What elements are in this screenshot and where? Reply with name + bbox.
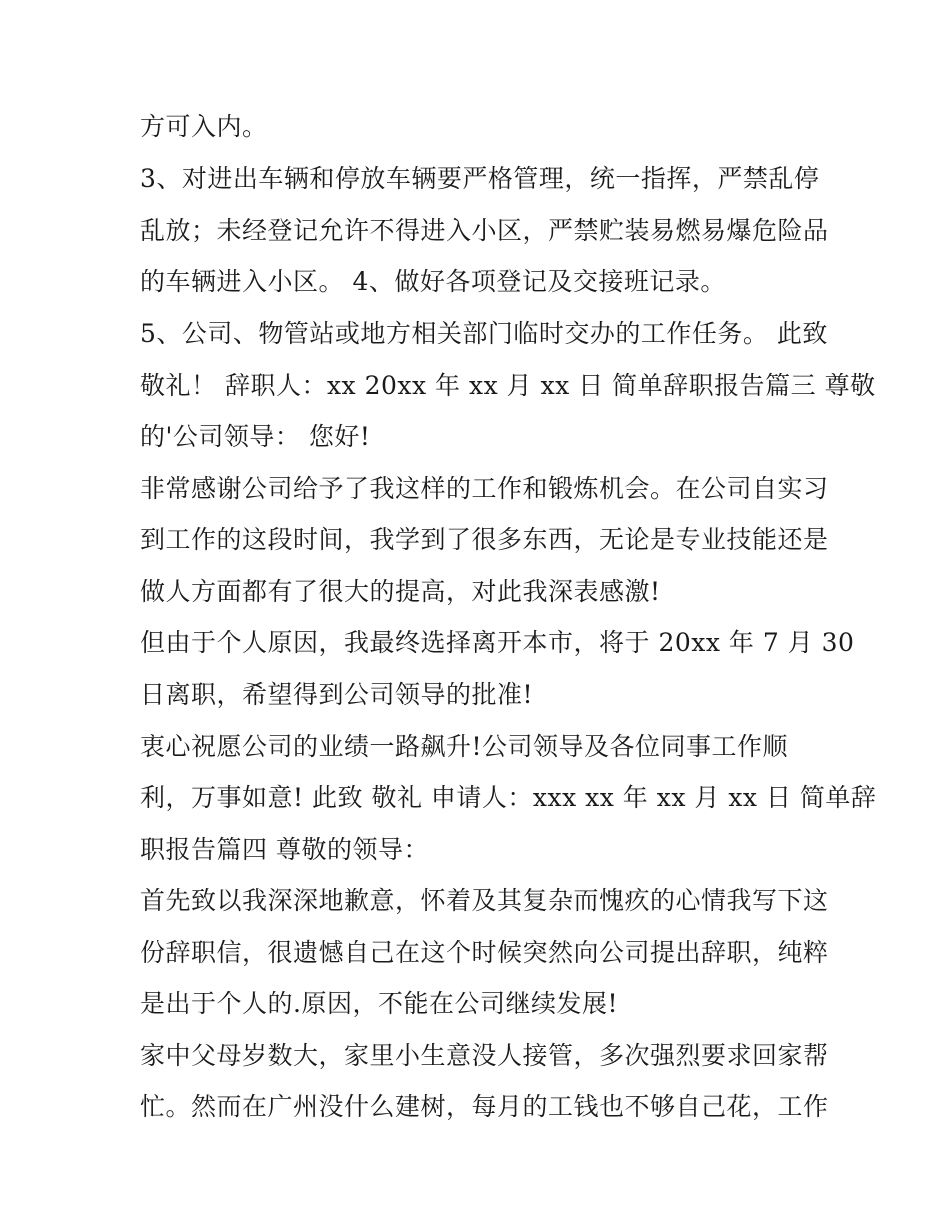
text-line: 家中父母岁数大，家里小生意没人接管，多次强烈要求回家帮 xyxy=(140,1041,829,1070)
text-line: 5、公司、物管站或地方相关部门临时交办的工作任务。 此致 xyxy=(140,319,828,348)
text-line: 首先致以我深深地歉意，怀着及其复杂而愧疚的心情我写下这 xyxy=(140,886,829,915)
text-line: 日离职，希望得到公司领导的批准! xyxy=(140,680,534,709)
text-line: 非常感谢公司给予了我这样的工作和锻炼机会。在公司自实习 xyxy=(140,474,829,503)
text-line: 是出于个人的.原因，不能在公司继续发展! xyxy=(140,989,618,1018)
text-line: 的车辆进入小区。 4、做好各项登记及交接班记录。 xyxy=(140,267,726,296)
text-line: 衷心祝愿公司的业绩一路飙升!公司领导及各位同事工作顺 xyxy=(140,732,789,761)
text-line: 职报告篇四 尊敬的领导： xyxy=(140,835,429,864)
text-line: 但由于个人原因，我最终选择离开本市，将于 20xx 年 7 月 30 xyxy=(140,628,855,657)
text-line: 利，万事如意! 此致 敬礼 申请人：xxx xx 年 xx 月 xx 日 简单辞 xyxy=(140,783,877,812)
text-line: 3、对进出车辆和停放车辆要严格管理，统一指挥，严禁乱停 xyxy=(140,164,820,193)
text-line: 乱放；未经登记允许不得进入小区，严禁贮装易燃易爆危险品 xyxy=(140,216,829,245)
text-line: 份辞职信，很遗憾自己在这个时候突然向公司提出辞职，纯粹 xyxy=(140,938,829,967)
text-line: 的'公司领导： 您好! xyxy=(140,422,371,451)
text-line: 忙。然而在广州没什么建树，每月的工钱也不够自己花，工作 xyxy=(140,1092,829,1121)
text-line: 做人方面都有了很大的提高，对此我深表感激! xyxy=(140,577,661,606)
text-line: 敬礼！ 辞职人：xx 20xx 年 xx 月 xx 日 简单辞职报告篇三 尊敬 xyxy=(140,371,876,400)
text-line: 方可入内。 xyxy=(140,112,268,141)
text-line: 到工作的这段时间，我学到了很多东西，无论是专业技能还是 xyxy=(140,525,829,554)
